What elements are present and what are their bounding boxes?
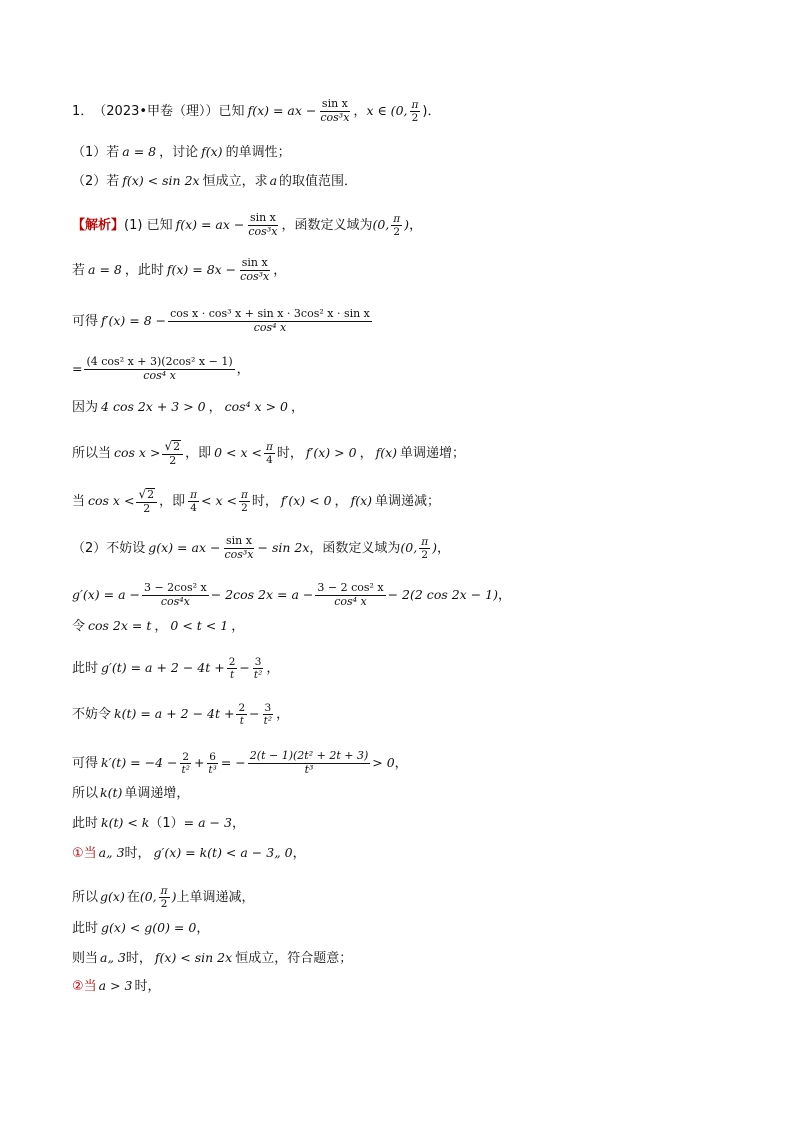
problem-source: （2023•甲卷（理）） xyxy=(93,103,219,119)
solution-line-9: g′(x) = a − $\frac{\text{3 − 2cos² x}}{\text{cos⁴x}}$ − 2cos 2x = a − $\frac{\text{3 − 2 cos² x}}{\text{cos⁴ x}}$ − 2(2 cos 2x − 1) ， xyxy=(72,581,511,608)
solution-line-1: 【解析】 (1) 已知 f(x) = ax − $\frac{\text{sin x}}{\text{cos³x}}$ ，函数定义域为 (0, $\frac{\pi}{2}$ ) ， xyxy=(72,211,423,238)
function-def: f(x) = ax − xyxy=(247,102,317,118)
solution-line-6: 所以当 cos x > √ 2 2 ，即 0 < x < $\frac{\pi}{4}$ 时， f′(x) > 0 ， f(x) 单调递增； xyxy=(72,439,466,467)
solution-line-20: ② 当 a > 3 时， xyxy=(72,978,161,994)
solution-line-19: 则当 a„ 3 时， f(x) < sin 2x 恒成立，符合题意； xyxy=(72,950,353,966)
solution-line-8: （2）不妨设 g(x) = ax − $\frac{\text{sin x}}{\text{cos³x}}$ − sin 2x ，函数定义域为 (0, $\frac{\pi}{2}$ ) ， xyxy=(72,534,451,561)
solution-line-11: 此时 g′(t) = a + 2 − 4t + $\frac{2}{t}$ − $\frac{3}{\text{t²}}$ ， xyxy=(72,656,280,682)
case-marker-1: ① xyxy=(72,846,84,861)
solution-line-12: 不妨令 k(t) = a + 2 − 4t + $\frac{2}{t}$ − $\frac{3}{\text{t²}}$ ， xyxy=(72,702,290,728)
solution-line-16: ① 当 a„ 3 时， g′(x) = k(t) < a − 3„ 0 ， xyxy=(72,845,306,861)
question-2: （2）若 f(x) < sin 2x 恒成立，求 a 的取值范围． xyxy=(72,173,358,189)
solution-line-10: 令 cos 2x = t ， 0 < t < 1 ， xyxy=(72,618,245,634)
solution-line-15: 此时 k(t) < k （1） = a − 3 ， xyxy=(72,815,245,831)
problem-number: 1． xyxy=(72,103,94,119)
solution-line-18: 此时 g(x) < g(0) = 0 ， xyxy=(72,920,210,936)
solution-line-4: = $\frac{\text{(4 cos² x + 3)(2cos² x − 1)}}{\text{cos⁴ x}}$ ， xyxy=(72,355,250,382)
function-fraction: $\frac{\text{sin x}}{\text{cos³x}}$ xyxy=(320,97,350,124)
problem-statement: 1． （2023•甲卷（理）） 已知 f(x) = ax − $\frac{\text{sin x}}{\text{cos³x}}$ ， x ∈ (0, $\frac{\pi}{2}$ )． xyxy=(72,97,441,124)
pi-half: $\frac{\pi}{2}$ xyxy=(411,98,419,124)
solution-line-14: 所以 k(t) 单调递增， xyxy=(72,785,190,801)
sqrt-symbol: √ 2 xyxy=(164,439,181,454)
solution-line-5: 因为 4 cos 2x + 3 > 0 ， cos⁴ x > 0 ， xyxy=(72,399,304,415)
solution-line-3: 可得 f′(x) = 8 − $\frac{\text{cos x · cos³ x + sin x · 3cos² x · sin x}}{\text{cos⁴ x}}$ xyxy=(72,307,370,334)
case-marker-2: ② xyxy=(72,979,84,994)
solution-line-2: 若 a = 8 ，此时 f(x) = 8x − $\frac{\text{sin x}}{\text{cos³x}}$ ， xyxy=(72,256,287,283)
solution-line-13: 可得 k′(t) = −4 − $\frac{2}{\text{t²}}$ + $\frac{6}{\text{t³}}$ = − $\frac{\text{2(t − 1)(2t² + 2t + 3)}}{\text{t³}}$ > 0 ， xyxy=(72,749,408,776)
solution-line-7: 当 cos x < √ 2 2 ，即 $\frac{\pi}{4}$ < x < $\frac{\pi}{2}$ 时， f′(x) < 0 ， f(x) 单调递减； xyxy=(72,487,441,515)
analysis-tag: 【解析】 xyxy=(72,217,125,233)
question-1: （1）若 a = 8 ，讨论 f(x) 的单调性； xyxy=(72,144,291,160)
solution-line-17: 所以 g(x) 在 (0, $\frac{\pi}{2}$ ) 上单调递减， xyxy=(72,885,255,911)
problem-intro: 已知 xyxy=(218,103,245,119)
domain: x ∈ (0, xyxy=(366,102,408,118)
